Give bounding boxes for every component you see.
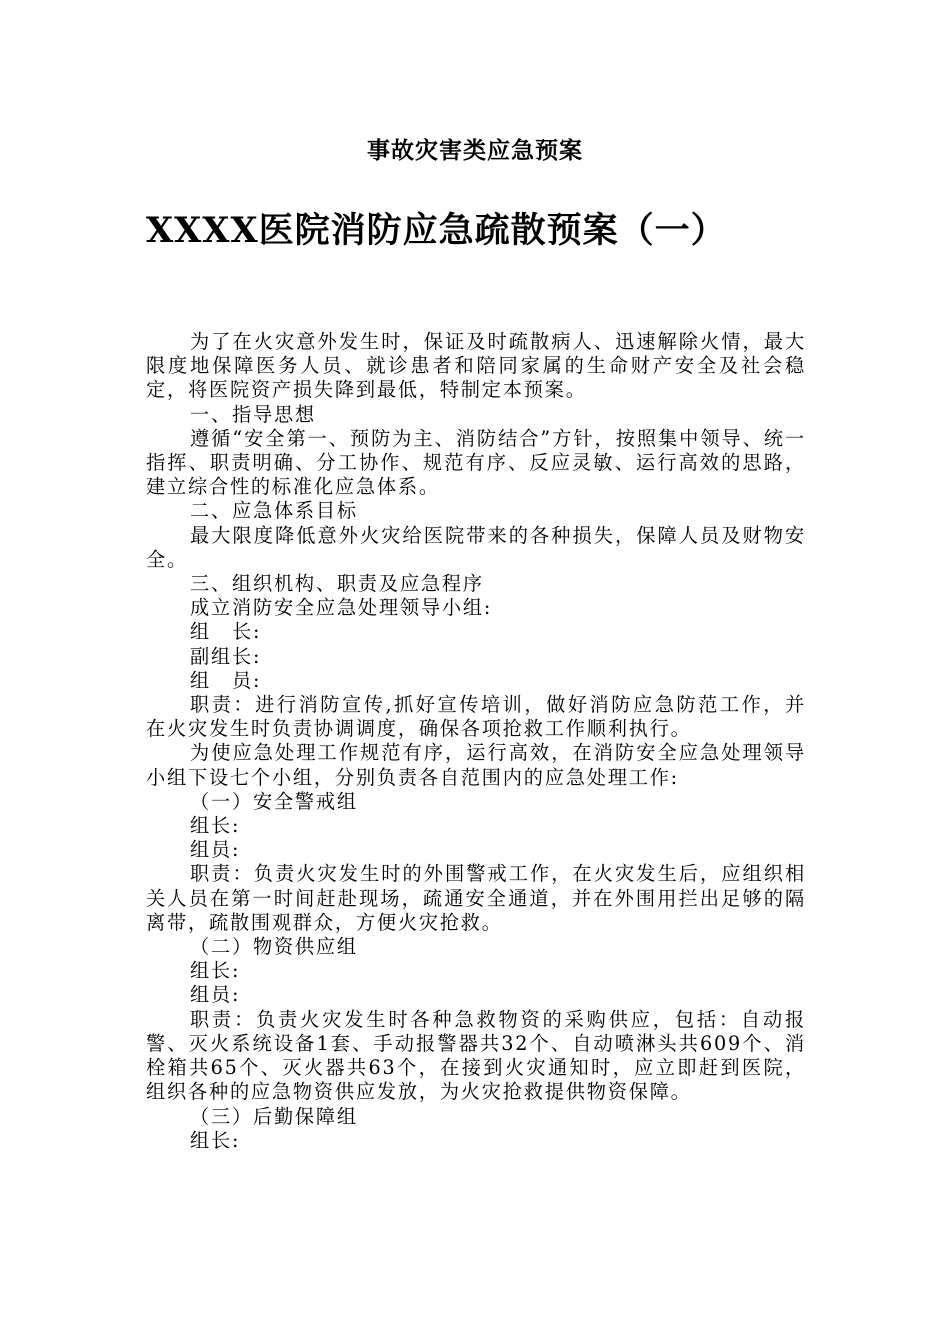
heading-security-group: （一）安全警戒组 <box>190 789 358 813</box>
paragraph-seven-groups: 为使应急处理工作规范有序，运行高效，在消防安全应急处理领导小组下设七个小组，分别负责各自范围内的应急处理工作: <box>146 741 806 789</box>
paragraph-guiding-thought: 遵循“安全第一、预防为主、消防结合”方针，按照集中领导、统一指挥、职责明确、分工协作、规范有序、反应灵敏、运行高效的思路，建立综合性的标准化应急体系。 <box>146 426 806 499</box>
category-title: 事故灾害类应急预案 <box>367 138 583 164</box>
leader-line: 组 长: <box>190 620 262 644</box>
heading-organization: 三、组织机构、职责及应急程序 <box>190 572 484 596</box>
paragraph-supply-duty: 职责：负责火灾发生时各种急救物资的采购供应，包括：自动报警、灭火系统设备1套、手动报警器共32个、自动喷淋头共609个、消栓箱共65个、灭火器共63个，在接到火灾通知时，应立即赶到医院，组织各种的应急物资供应发放，为火灾抢救提供物资保障。 <box>146 1007 806 1104</box>
logistics-leader-line: 组长: <box>190 1128 241 1152</box>
heading-system-goal: 二、应急体系目标 <box>190 499 358 523</box>
supply-member-line: 组员: <box>190 983 241 1007</box>
paragraph-leading-duty: 职责：进行消防宣传,抓好宣传培训，做好消防应急防范工作，并在火灾发生时负责协调调度，确保各项抢救工作顺利执行。 <box>146 693 806 741</box>
deputy-leader-line: 副组长: <box>190 644 262 668</box>
paragraph-system-goal: 最大限度降低意外火灾给医院带来的各种损失，保障人员及财物安全。 <box>146 523 806 571</box>
heading-guiding-thought: 一、指导思想 <box>190 402 316 426</box>
paragraph-intro: 为了在火灾意外发生时，保证及时疏散病人、迅速解除火情，最大限度地保障医务人员、就诊患者和陪同家属的生命财产安全及社会稳定，将医院资产损失降到最低，特制定本预案。 <box>146 330 806 402</box>
paragraph-security-duty: 职责：负责火灾发生时的外围警戒工作，在火灾发生后，应组织相关人员在第一时间赶赴现场，疏通安全通道，并在外围用拦出足够的隔离带，疏散围观群众，方便火灾抢救。 <box>146 862 806 934</box>
member-line: 组 员: <box>190 668 262 692</box>
heading-supply-group: （二）物资供应组 <box>190 935 358 959</box>
document-body <box>146 330 806 1153</box>
heading-logistics-group: （三）后勤保障组 <box>190 1104 358 1128</box>
security-leader-line: 组长: <box>190 814 241 838</box>
security-member-line: 组员: <box>190 838 241 862</box>
paragraph-leading-group: 成立消防安全应急处理领导小组: <box>190 596 493 620</box>
main-title: XXXX医院消防应急疏散预案（一） <box>146 210 727 251</box>
supply-leader-line: 组长: <box>190 959 241 983</box>
